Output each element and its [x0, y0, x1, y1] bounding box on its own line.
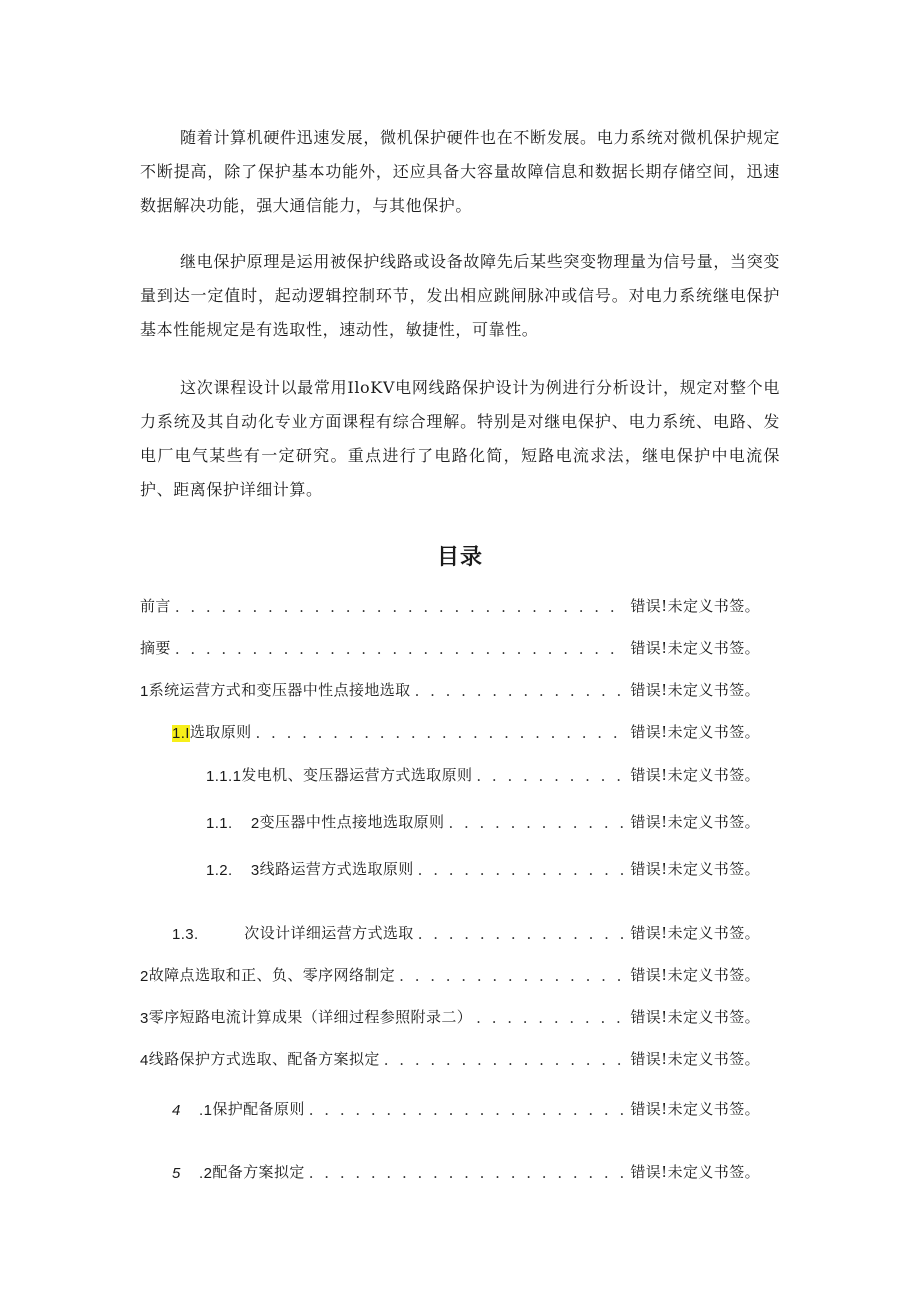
toc-entry-text: 摘要: [140, 639, 171, 657]
toc-entry-number-italic: 4: [172, 1102, 181, 1119]
toc-entry-page: 错误!未定义书签。: [630, 681, 760, 699]
toc-entry-text: 前言: [140, 597, 171, 615]
toc-leader-dots: [476, 767, 626, 785]
toc-entry-number: 1: [140, 683, 149, 700]
body-paragraph-1: 随着计算机硬件迅速发展，微机保护硬件也在不断发展。电力系统对微机保护规定不断提高，除了保护基本功能外，还应具备大容量故障信息和数据长期存储空间，迅速数据解决功能，强大通信能力，与其他保护。: [140, 128, 780, 215]
toc-leader-dots: [418, 861, 627, 879]
body-paragraph-2: 继电保护原理是运用被保护线路或设备故障先后某些突变物理量为信号量，当突变量到达一定值时，起动逻辑控制环节，发出相应跳闸脉冲或信号。对电力系统继电保护基本性能规定是有选取性，速动性，敏捷性，可靠性。: [140, 252, 780, 339]
toc-leader-dots: [399, 967, 626, 985]
toc-entry-page: 错误!未定义书签。: [630, 924, 760, 942]
toc-entry-text: 线路运营方式选取原则: [259, 860, 414, 878]
body-paragraph-3: 这次课程设计以最常用IloKV电网线路保护设计为例进行分析设计，规定对整个电力系统及其自动化专业方面课程有综合理解。特别是对继电保护、电力系统、电路、发电厂电气某些有一定研究。重点进行了电路化简，短路电流求法，继电保护中电流保护、距离保护详细计算。: [140, 378, 780, 499]
toc-leader-dots: [175, 640, 627, 658]
toc-entry-text: 故障点选取和正、负、零序网络制定: [148, 966, 396, 984]
toc-entry-1-2-3[interactable]: [206, 853, 760, 879]
toc-entry-page: 错误!未定义书签。: [630, 1050, 760, 1068]
toc-entry-abstract[interactable]: [140, 632, 760, 658]
toc-entry-chapter-2[interactable]: [140, 959, 760, 985]
toc-entry-page: 错误!未定义书签。: [630, 860, 760, 878]
toc-entry-text: 保护配备原则: [212, 1100, 305, 1118]
toc-entry-page: 错误!未定义书签。: [630, 966, 760, 984]
toc-entry-number: 4: [140, 1052, 149, 1069]
toc-entry-number-highlighted: 1.I: [172, 725, 190, 742]
toc-leader-dots: [256, 724, 627, 742]
toc-entry-4-1[interactable]: [172, 1093, 760, 1119]
toc-entry-number: 2: [140, 968, 149, 985]
toc-entry-text: 选取原则: [189, 723, 252, 741]
toc-entry-text: 线路保护方式选取、配备方案拟定: [148, 1050, 380, 1068]
toc-entry-text: 次设计详细运营方式选取: [244, 924, 414, 942]
toc-entry-page: 错误!未定义书签。: [630, 639, 760, 657]
toc-entry-chapter-1[interactable]: [140, 674, 760, 700]
toc-title: 目录: [436, 545, 483, 570]
toc-entry-text: 系统运营方式和变压器中性点接地选取: [148, 681, 411, 699]
toc-entry-1-3[interactable]: [172, 917, 760, 943]
toc-entry-number: .2: [180, 1165, 213, 1182]
toc-entry-page: 错误!未定义书签。: [630, 597, 760, 615]
toc-entry-number-italic: 5: [172, 1165, 181, 1182]
toc-entry-4-2[interactable]: [172, 1156, 760, 1182]
toc-entry-1-1[interactable]: [172, 716, 760, 742]
toc-leader-dots: [448, 814, 626, 832]
toc-entry-page: 错误!未定义书签。: [630, 813, 760, 831]
toc-entry-number: 1.3.: [172, 926, 245, 943]
toc-entry-preface[interactable]: [140, 590, 760, 616]
toc-entry-page: 错误!未定义书签。: [630, 1008, 760, 1026]
toc-leader-dots: [418, 925, 627, 943]
toc-entry-number: 1.1. 2: [206, 815, 260, 832]
toc-entry-text: 变压器中性点接地选取原则: [259, 813, 445, 831]
toc-leader-dots: [415, 682, 627, 700]
toc-entry-number: 3: [140, 1010, 149, 1027]
toc-entry-text: 配备方案拟定: [212, 1163, 305, 1181]
toc-leader-dots: [309, 1164, 627, 1182]
toc-entry-page: 错误!未定义书签。: [630, 766, 760, 784]
toc-entry-page: 错误!未定义书签。: [630, 723, 760, 741]
toc-leader-dots: [309, 1101, 627, 1119]
toc-entry-page: 错误!未定义书签。: [630, 1100, 760, 1118]
toc-entry-number: .1: [180, 1102, 213, 1119]
toc-leader-dots: [476, 1009, 626, 1027]
toc-entry-number: 1.2. 3: [206, 862, 260, 879]
toc-entry-1-1-1[interactable]: [206, 759, 760, 785]
toc-entry-chapter-4[interactable]: [140, 1043, 760, 1069]
toc-entry-1-1-2[interactable]: [206, 806, 760, 832]
toc-entry-chapter-3[interactable]: [140, 1001, 760, 1027]
toc-leader-dots: [175, 598, 627, 616]
toc-entry-text: 零序短路电流计算成果（详细过程参照附录二）: [148, 1008, 473, 1026]
toc-entry-text: 发电机、变压器运营方式选取原则: [241, 766, 473, 784]
toc-entry-number: 1.1.1: [206, 768, 242, 785]
toc-leader-dots: [384, 1051, 627, 1069]
toc-entry-page: 错误!未定义书签。: [630, 1163, 760, 1181]
